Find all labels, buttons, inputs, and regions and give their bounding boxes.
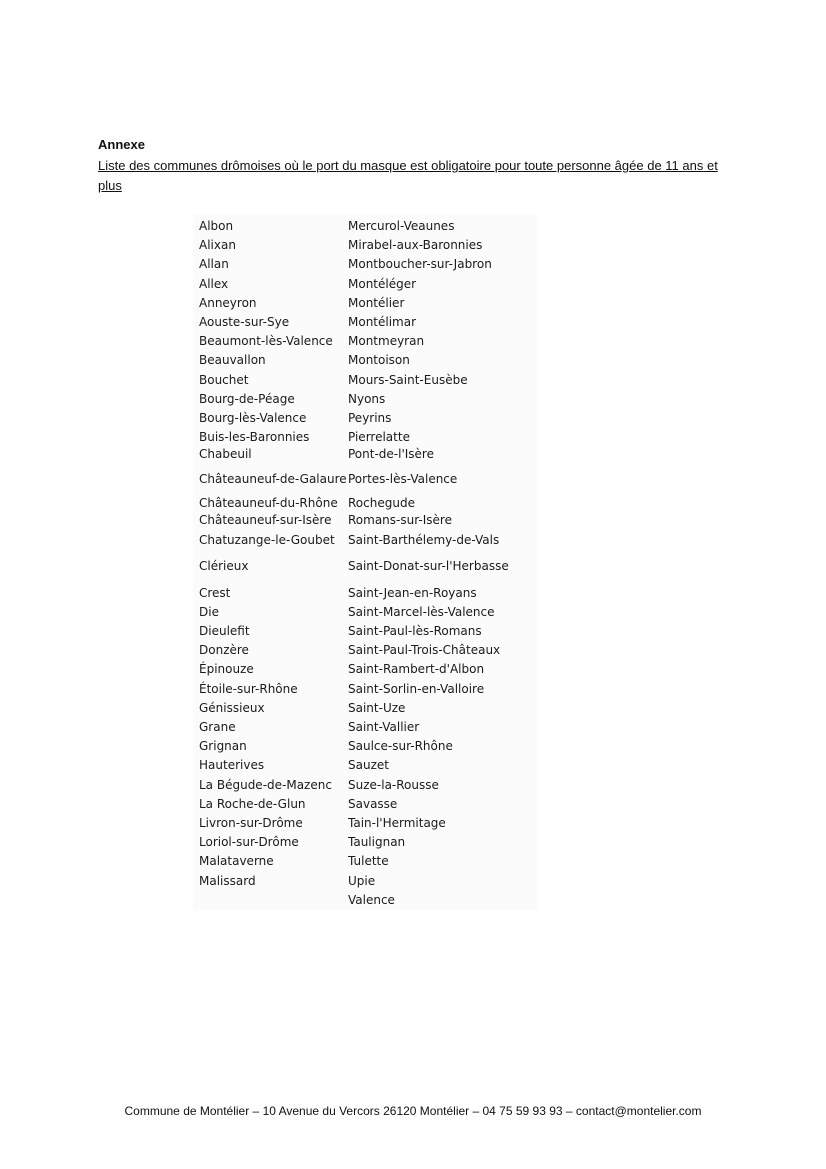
commune-cell: Pierrelatte [348, 430, 410, 445]
commune-cell: Beaumont-lès-Valence [199, 334, 333, 349]
commune-cell: Montéléger [348, 276, 417, 291]
commune-cell: Livron-sur-Drôme [199, 815, 303, 830]
commune-cell: Mercurol-Veaunes [348, 219, 455, 234]
commune-cell: Crest [199, 585, 231, 600]
commune-cell: Alixan [199, 238, 236, 253]
commune-cell: Upie [348, 873, 376, 888]
commune-cell: Saint-Rambert-d'Albon [348, 662, 485, 677]
commune-table [199, 217, 533, 910]
commune-cell: Allan [199, 257, 229, 272]
table-row [199, 371, 533, 390]
commune-cell: Bourg-lès-Valence [199, 410, 307, 425]
commune-cell: Saint-Sorlin-en-Valloire [348, 681, 485, 696]
table-row [199, 776, 533, 795]
commune-cell: Hauterives [199, 758, 265, 773]
commune-cell: Malataverne [199, 854, 274, 869]
commune-cell: La Bégude-de-Mazenc [199, 777, 332, 792]
commune-cell: Châteauneuf-sur-Isère [199, 513, 332, 528]
commune-cell: Montélimar [348, 315, 417, 330]
commune-cell: Tain-l'Hermitage [348, 815, 446, 830]
table-row [199, 756, 533, 775]
table-row [199, 275, 533, 294]
commune-cell: Bourg-de-Péage [199, 391, 295, 406]
table-row [199, 428, 533, 447]
table-row [199, 409, 533, 428]
commune-cell: Montmeyran [348, 334, 425, 349]
commune-cell: Aouste-sur-Sye [199, 315, 290, 330]
commune-cell: Chatuzange-le-Goubet [199, 532, 335, 547]
commune-cell: Saint-Barthélemy-de-Vals [348, 532, 500, 547]
table-row [199, 550, 533, 584]
table-row [199, 390, 533, 409]
commune-cell: Malissard [199, 873, 256, 888]
commune-list [193, 214, 538, 910]
commune-cell: Saint-Vallier [348, 720, 420, 735]
table-row [199, 603, 533, 622]
table-row [199, 462, 533, 496]
commune-cell: Génissieux [199, 700, 265, 715]
commune-cell: Tulette [348, 854, 389, 869]
commune-cell: Grignan [199, 739, 247, 754]
commune-cell: Romans-sur-Isère [348, 513, 452, 528]
commune-cell: Saint-Paul-lès-Romans [348, 624, 482, 639]
footer-contact: Commune de Montélier – 10 Avenue du Vercors 26120 Montélier – 04 75 59 93 93 – contact@montelier.com [124, 1104, 702, 1118]
table-row [199, 530, 533, 549]
table-row [199, 447, 533, 462]
commune-cell: Saint-Paul-Trois-Châteaux [348, 643, 501, 658]
commune-cell: Saint-Uze [348, 700, 406, 715]
commune-cell: Sauzet [348, 758, 389, 773]
table-row [199, 833, 533, 852]
commune-cell: Portes-lès-Valence [348, 471, 458, 486]
commune-cell: Chabeuil [199, 447, 252, 462]
table-row [199, 871, 533, 890]
table-row [199, 255, 533, 274]
table-row [199, 852, 533, 871]
commune-cell: Châteauneuf-de-Galaure [199, 471, 347, 486]
commune-cell: La Roche-de-Glun [199, 796, 306, 811]
commune-cell: Châteauneuf-du-Rhône [199, 496, 338, 511]
commune-cell: Suze-la-Rousse [348, 777, 439, 792]
commune-cell: Peyrins [348, 410, 392, 425]
commune-cell: Saint-Donat-sur-l'Herbasse [348, 559, 509, 574]
annex-title: Annexe [98, 137, 145, 152]
table-row [199, 332, 533, 351]
commune-cell: Mirabel-aux-Baronnies [348, 238, 483, 253]
commune-cell: Pont-de-l'Isère [348, 447, 434, 462]
annex-subtitle: Liste des communes drômoises où le port du masque est obligatoire pour toute personne âgée de 11 ans et plus [98, 158, 718, 193]
commune-cell: Buis-les-Baronnies [199, 430, 310, 445]
table-row [199, 641, 533, 660]
commune-cell: Mours-Saint-Eusèbe [348, 372, 468, 387]
commune-cell: Montoison [348, 353, 410, 368]
commune-cell: Dieulefit [199, 624, 250, 639]
table-row [199, 294, 533, 313]
commune-cell: Saulce-sur-Rhône [348, 739, 453, 754]
commune-cell: Albon [199, 219, 234, 234]
commune-cell: Allex [199, 276, 229, 291]
table-row [199, 496, 533, 511]
table-row [199, 217, 533, 236]
commune-cell: Clérieux [199, 559, 249, 574]
table-row [199, 814, 533, 833]
commune-cell: Rochegude [348, 496, 415, 511]
commune-cell: Valence [348, 892, 395, 907]
table-row [199, 351, 533, 370]
table-row [199, 737, 533, 756]
commune-cell: Donzère [199, 643, 249, 658]
commune-cell: Étoile-sur-Rhône [199, 681, 298, 696]
table-row [199, 236, 533, 255]
commune-cell: Nyons [348, 391, 386, 406]
commune-cell: Anneyron [199, 295, 257, 310]
commune-cell: Saint-Marcel-lès-Valence [348, 604, 495, 619]
table-row [199, 795, 533, 814]
commune-cell: Savasse [348, 796, 398, 811]
table-row [199, 584, 533, 603]
commune-cell: Montélier [348, 295, 405, 310]
commune-cell: Taulignan [348, 835, 406, 850]
commune-cell: Beauvallon [199, 353, 266, 368]
table-row [199, 680, 533, 699]
table-row [199, 511, 533, 530]
commune-cell: Grane [199, 720, 236, 735]
table-row [199, 313, 533, 332]
commune-cell: Loriol-sur-Drôme [199, 835, 299, 850]
table-row [199, 891, 533, 910]
commune-cell: Montboucher-sur-Jabron [348, 257, 492, 272]
table-row [199, 660, 533, 679]
commune-cell: Saint-Jean-en-Royans [348, 585, 477, 600]
table-row [199, 622, 533, 641]
commune-cell: Bouchet [199, 372, 249, 387]
commune-cell [199, 891, 348, 910]
table-row [199, 699, 533, 718]
table-row [199, 718, 533, 737]
commune-cell: Die [199, 604, 219, 619]
commune-cell: Épinouze [199, 662, 254, 677]
